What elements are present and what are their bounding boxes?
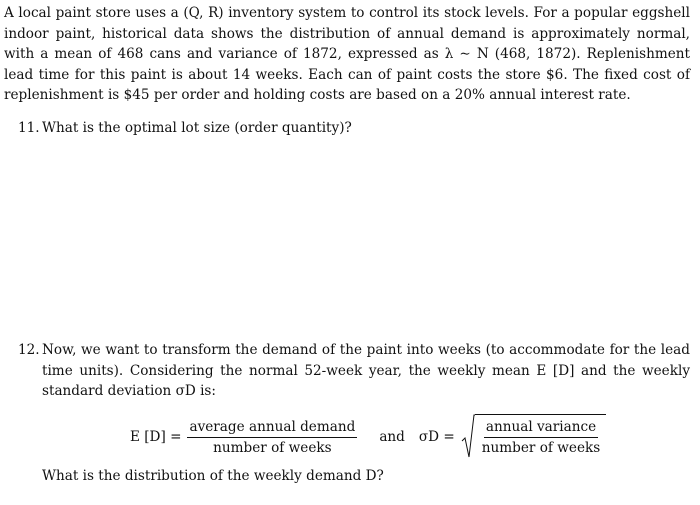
mean-denominator: number of weeks	[213, 439, 332, 456]
intro-line: with a mean of 468 cans and variance of 1872, expressed as λ ∼ N (468, 1872). Replenishment	[4, 46, 690, 62]
intro-line: indoor paint, historical data shows the distribution of annual demand is approximately normal,	[4, 25, 690, 42]
question-text	[42, 340, 690, 402]
sd-fraction	[480, 419, 602, 456]
intro-line: replenishment is $45 per order and holding costs are based on a 20% annual interest rate.	[4, 87, 631, 103]
problem-intro	[4, 3, 690, 106]
question-number: 12.	[18, 342, 40, 358]
mean-numerator: average annual demand	[187, 419, 357, 438]
sd-denominator: number of weeks	[481, 440, 601, 456]
and-connector: and	[379, 429, 405, 445]
sd-radicand	[475, 414, 606, 460]
sd-numerator: annual variance	[484, 419, 598, 438]
square-root	[461, 414, 606, 460]
question-line: Now, we want to transform the demand of the paint into weeks (to accommodate for the lead	[42, 342, 690, 358]
final-question: What is the distribution of the weekly demand D?	[42, 468, 384, 484]
question-line: standard deviation σD is:	[42, 383, 216, 399]
intro-line: lead time for this paint is about 14 weeks. Each can of paint costs the store $6. The fixed cost of	[4, 66, 690, 83]
question-line: time units). Considering the normal 52-week year, the weekly mean E [D] and the weekly	[42, 362, 690, 379]
question-text: What is the optimal lot size (order quantity)?	[42, 120, 352, 136]
weekly-demand-formula	[130, 414, 606, 460]
sd-lhs: σD =	[418, 429, 455, 445]
radical-sign-icon	[461, 414, 475, 460]
question-number: 11.	[18, 120, 40, 136]
mean-lhs: E [D] =	[130, 429, 182, 445]
mean-fraction	[187, 419, 357, 456]
intro-line: A local paint store uses a (Q, R) inventory system to control its stock levels. For a popular eggshell	[4, 5, 690, 21]
